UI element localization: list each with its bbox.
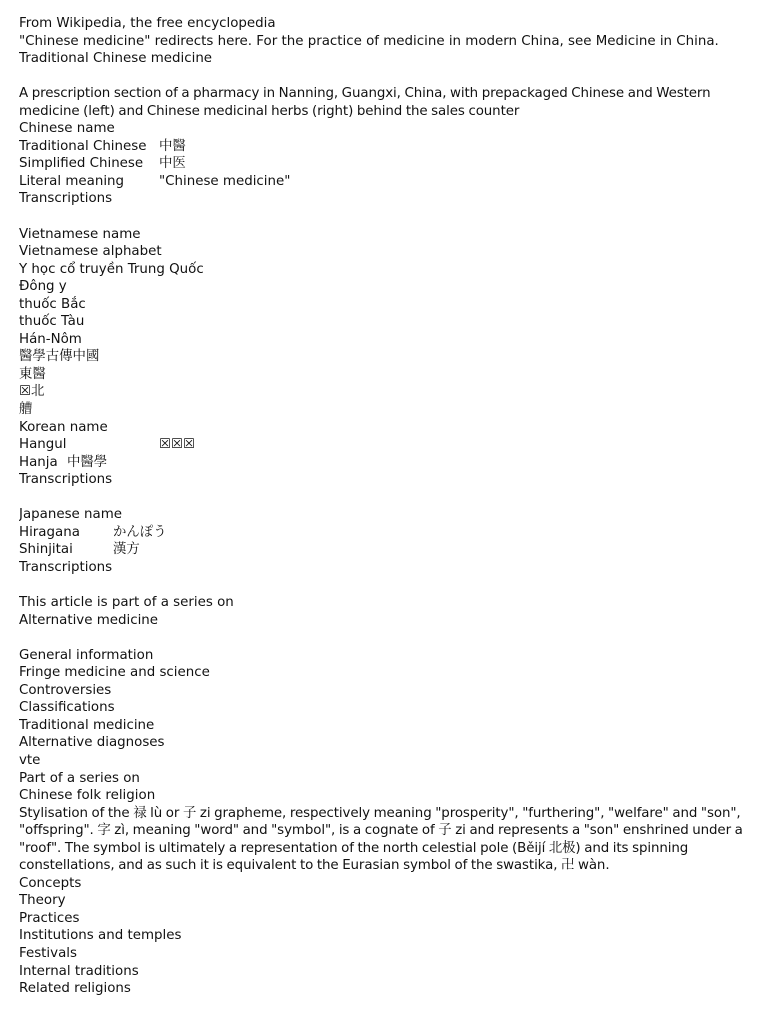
row-label: Shinjitai [19,542,73,558]
series-nav-item[interactable]: Classifications [19,700,115,716]
row-value: "Chinese medicine" [159,173,291,189]
literal-meaning-row [19,173,751,191]
han-nom-value: 艚 [19,402,33,418]
source-line: From Wikipedia, the free encyclopedia [19,16,276,31]
row-label: Simplified Chinese [19,156,144,172]
spacer [19,629,751,647]
row-value: 中医 [159,156,186,172]
series-link-alternative-medicine[interactable]: Alternative medicine [19,612,159,628]
row-label: Literal meaning [19,173,125,189]
series-nav-item[interactable]: Internal traditions [19,963,139,979]
spacer [19,577,751,595]
transcriptions-toggle[interactable]: Transcriptions [19,559,113,575]
hangul-row [19,436,751,454]
series-nav-item[interactable]: Practices [19,910,80,926]
han-nom-label: Hán-Nôm [19,331,82,347]
row-label: Hangul [19,437,67,453]
row-value: ☒☒☒ [159,437,196,453]
spacer [19,489,751,507]
korean-name-heading: Korean name [19,419,108,435]
spacer [19,68,751,86]
series-intro: This article is part of a series on [19,595,234,611]
series-nav-item[interactable]: Theory [19,893,66,909]
series-nav-item[interactable]: Institutions and temples [19,928,182,944]
japanese-name-heading: Japanese name [19,507,123,523]
redirect-hatnote: "Chinese medicine" redirects here. For the practice of medicine in modern China, see Medicine in China. [19,33,719,49]
infobox-title: Traditional Chinese medicine [19,51,213,67]
vietnamese-name: thuốc Bắc [19,296,86,312]
article-document [19,15,751,998]
transcriptions-toggle[interactable]: Transcriptions [19,191,113,207]
series-nav-item[interactable]: Related religions [19,981,131,997]
image-caption: A prescription section of a pharmacy in Nanning, Guangxi, China, with prepackaged Chinese and Western medicine (left) and Chinese medicinal herbs (right) behind the sales counter [19,86,711,119]
series-nav-item[interactable]: Alternative diagnoses [19,735,165,751]
series-nav-item[interactable]: Concepts [19,875,82,891]
vietnamese-name: Đông y [19,279,67,295]
row-value: 中醫學 [67,454,108,470]
vietnamese-name: Y học cổ truyền Trung Quốc [19,261,204,277]
traditional-chinese-row [19,138,751,156]
han-nom-value: 醫學古傳中國 [19,349,100,365]
spacer [19,208,751,226]
hiragana-row [19,524,751,542]
han-nom-value: ☒北 [19,384,45,400]
series-intro: Part of a series on [19,770,140,786]
vietnamese-name-heading: Vietnamese name [19,226,141,242]
simplified-chinese-row [19,155,751,173]
han-nom-value: 東醫 [19,366,46,382]
hanja-row [19,454,751,472]
series-nav-item[interactable]: Controversies [19,682,112,698]
series-nav-item[interactable]: Traditional medicine [19,717,155,733]
vietnamese-name: thuốc Tàu [19,314,85,330]
row-value: かんぽう [113,524,167,540]
series-nav-item[interactable]: Fringe medicine and science [19,665,210,681]
vte-links[interactable]: vte [19,752,41,768]
row-label: Hiragana [19,524,80,540]
transcriptions-toggle[interactable]: Transcriptions [19,472,113,488]
series-link-chinese-folk-religion[interactable]: Chinese folk religion [19,788,156,804]
row-value: 漢方 [113,542,140,558]
symbol-caption: Stylisation of the 禄 lù or 子 zi grapheme, respectively meaning "prosperity", "furthering", "welfare" and "son", "offspring". 字 zì, meaning "word" and "symbol", is a cognate of 子 zi and represents a "son" enshrined under a "roof". The symbol is ultimately a representation of the north celestial pole (Běijí 北极) and its spinning constellations, and as such it is equivalent to the Eurasian symbol of the swastika, 卍 wàn. [19,805,743,874]
chinese-name-heading: Chinese name [19,121,115,137]
series-nav-item[interactable]: Festivals [19,945,77,961]
row-value: 中醫 [159,138,186,154]
row-label: Hanja [19,454,58,470]
row-label: Traditional Chinese [19,138,147,154]
vietnamese-alphabet-label: Vietnamese alphabet [19,244,162,260]
series-nav-item[interactable]: General information [19,647,154,663]
shinjitai-row [19,541,751,559]
